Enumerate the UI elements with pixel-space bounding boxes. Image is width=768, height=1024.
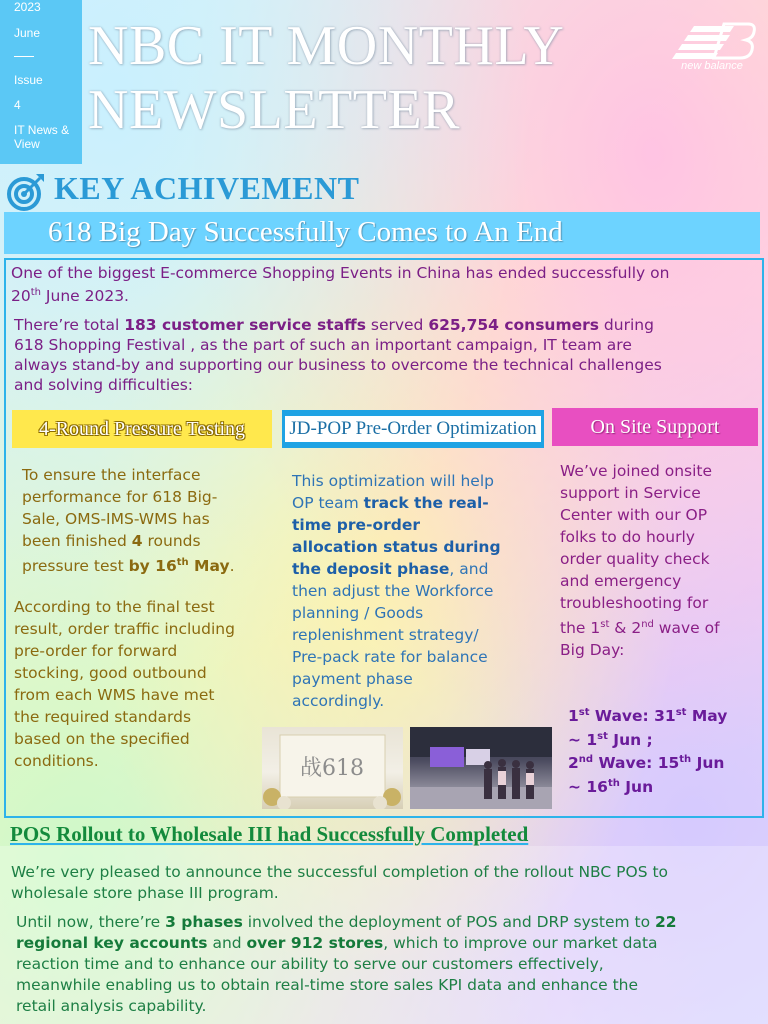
col2-line: accordingly. xyxy=(292,692,385,710)
wave-text: Wave: 31 xyxy=(589,707,676,726)
brand-name: new balance xyxy=(681,60,743,72)
col1-line: result, order traffic including xyxy=(14,620,235,638)
wave-text: 1 xyxy=(568,707,579,726)
new-balance-logo xyxy=(664,20,760,76)
wave-text: ~ 16 xyxy=(568,778,608,797)
pos-announcement xyxy=(11,862,761,904)
col1-line: the required standards xyxy=(14,708,192,726)
store-count: over 912 stores xyxy=(246,934,384,952)
wave-sup: st xyxy=(578,707,590,718)
intro-date-day: 20 xyxy=(11,287,31,306)
col3-line: and emergency xyxy=(560,572,682,590)
col2-line: replenishment strategy/ xyxy=(292,626,479,644)
intro-paragraph xyxy=(11,263,761,306)
wave-text: May xyxy=(686,707,728,726)
pos-text: Until now, there’re xyxy=(16,913,166,931)
col2-line: payment phase xyxy=(292,670,413,688)
nb-logo-icon xyxy=(664,20,760,60)
wave-sup: st xyxy=(597,730,608,742)
col3-sup: st xyxy=(600,619,610,630)
col3-line: Big Day: xyxy=(560,641,625,660)
col2-line xyxy=(292,514,547,536)
badge-divider xyxy=(14,56,34,57)
wave-text: ~ 1 xyxy=(568,730,598,749)
col1-line: conditions. xyxy=(14,752,99,770)
col3-line: troubleshooting for xyxy=(560,594,709,612)
deadline-suffix: th xyxy=(176,557,189,568)
issue-badge xyxy=(0,0,82,164)
col3-line: support in Service xyxy=(560,484,701,502)
onsite-support-title: On Site Support xyxy=(590,416,720,438)
test-result-text xyxy=(14,596,272,772)
section-label-2: View xyxy=(14,137,40,151)
col1-line: stocking, good outbound xyxy=(14,664,207,682)
staff-text-a: There’re total xyxy=(14,316,125,334)
pos-text: , which to improve our market data xyxy=(383,934,658,952)
staff-count: 183 customer service staffs xyxy=(124,316,366,334)
consumer-count: 625,754 consumers xyxy=(428,316,599,334)
col1-line: from each WMS have met xyxy=(14,686,215,704)
wave-sup: nd xyxy=(578,754,594,766)
account-count: 22 xyxy=(655,913,677,931)
col1-line: Sale, OMS-IMS-WMS has xyxy=(22,510,210,528)
col3-line: folks to do hourly xyxy=(560,528,695,546)
pos-line: meanwhile enabling us to obtain real-time store sales KPI data and enhance the xyxy=(16,976,639,994)
title-line-1: NBC IT MONTHLY xyxy=(88,15,565,77)
staff-line-4: and solving difficulties: xyxy=(14,376,194,394)
test-deadline xyxy=(129,557,230,575)
wave-text: 2 xyxy=(568,754,579,773)
col2-bold: time pre-order xyxy=(292,516,421,534)
col1-line: According to the final test xyxy=(14,598,215,616)
wave-1-line xyxy=(568,703,764,727)
onsite-support-header xyxy=(552,408,758,446)
col2-bold: track the real- xyxy=(363,494,489,512)
deadline-text: by 16 xyxy=(128,557,177,576)
pos-line xyxy=(16,912,764,933)
intro-date-suffix: th xyxy=(30,287,41,298)
staff-line-2: 618 Shopping Festival , as the part of such an important campaign, IT team are xyxy=(14,336,632,354)
onsite-support-text xyxy=(560,460,760,661)
pressure-testing-text xyxy=(22,464,272,577)
staff-text-c: served xyxy=(365,316,429,334)
pos-rollout-heading: POS Rollout to Wholesale III had Successfully Completed xyxy=(10,822,529,846)
staff-line-3: always stand-by and supporting our business to overcome the technical challenges xyxy=(14,356,662,374)
col1-line: pre-order for forward xyxy=(14,642,178,660)
staff-text-e: during xyxy=(599,316,654,334)
col1-line: based on the specified xyxy=(14,730,190,748)
col2-text: , and xyxy=(449,560,489,578)
intro-line-1: One of the biggest E-commerce Shopping Events in China has ended successfully on xyxy=(11,264,670,282)
col3-line: We’ve joined onsite xyxy=(560,462,713,480)
issue-label: Issue xyxy=(14,73,43,87)
col3-text: the 1 xyxy=(560,619,601,638)
col3-line: Center with our OP xyxy=(560,506,708,524)
title-line-2: NEWSLETTER xyxy=(88,79,461,141)
issue-number: 4 xyxy=(14,98,21,112)
newsletter-title xyxy=(88,14,648,142)
wave-text: Jun xyxy=(691,754,725,773)
phase-count: 3 phases xyxy=(165,913,243,931)
col2-text: OP team xyxy=(292,494,364,512)
col2-line xyxy=(292,558,547,580)
col2-bold: allocation status during xyxy=(292,538,501,556)
col3-line: order quality check xyxy=(560,550,710,568)
intro-date-rest: June 2023. xyxy=(41,287,129,306)
col2-line: This optimization will help xyxy=(292,472,494,490)
col1-line: To ensure the interface xyxy=(22,466,201,484)
col3-sup: nd xyxy=(641,619,654,630)
photo-caption: 战618 xyxy=(300,756,364,781)
wave-sup: th xyxy=(679,754,692,766)
col1-line: performance for 618 Big- xyxy=(22,488,218,506)
col2-bold: the deposit phase xyxy=(292,560,450,578)
pos-line: reaction time and to enhance our ability to serve our customers effectively, xyxy=(16,955,604,973)
pressure-testing-header xyxy=(12,410,272,448)
headline-banner xyxy=(4,212,760,254)
pos-text: involved the deployment of POS and DRP system to xyxy=(242,913,656,931)
pressure-testing-title: 4-Round Pressure Testing xyxy=(39,418,245,440)
preorder-optimization-text xyxy=(292,470,547,712)
pos-line: retail analysis capability. xyxy=(16,997,207,1015)
618-event-photo xyxy=(262,727,403,809)
staff-line-1 xyxy=(14,315,762,335)
headline-text: 618 Big Day Successfully Comes to An End xyxy=(48,216,563,248)
wave-text: Wave: 15 xyxy=(593,754,680,773)
team-group-photo xyxy=(410,727,552,809)
col2-line: planning / Goods xyxy=(292,604,424,622)
col2-line xyxy=(292,492,547,514)
wave-sup: st xyxy=(675,707,687,718)
issue-month: June xyxy=(14,26,41,40)
pos-line xyxy=(16,933,764,954)
wave-2-line xyxy=(568,750,764,774)
col3-text: wave of xyxy=(653,619,720,638)
wave-sup: th xyxy=(607,777,620,789)
deadline-month: May xyxy=(188,557,230,576)
col1-text: . xyxy=(229,557,235,576)
col2-line xyxy=(292,536,547,558)
target-icon xyxy=(6,172,46,212)
col3-text: & 2 xyxy=(609,619,642,638)
preorder-optimization-header xyxy=(282,410,544,448)
wave-2-end-line xyxy=(568,774,764,798)
wave-1-end-line xyxy=(568,727,764,751)
col1-line xyxy=(22,552,272,577)
col2-line: then adjust the Workforce xyxy=(292,582,494,600)
round-count: 4 xyxy=(131,532,143,550)
col1-text: pressure test xyxy=(22,557,129,576)
pos-bold: regional key accounts xyxy=(16,934,208,952)
pos-line: wholesale store phase III program. xyxy=(11,884,279,902)
preorder-optimization-title: JD-POP Pre-Order Optimization xyxy=(285,416,540,442)
col1-text: rounds xyxy=(142,532,201,550)
staff-paragraph xyxy=(14,315,762,395)
wave-text: Jun ; xyxy=(607,730,653,749)
issue-year: 2023 xyxy=(14,0,41,14)
pos-line: We’re very pleased to announce the successful completion of the rollout NBC POS to xyxy=(11,863,669,881)
wave-text: Jun xyxy=(619,778,654,797)
key-achievement-heading: KEY ACHIVEMENT xyxy=(54,170,360,206)
pos-text: and xyxy=(207,934,247,952)
section-label: IT News & xyxy=(14,123,70,137)
wave-schedule xyxy=(568,703,764,798)
col3-line xyxy=(560,614,760,639)
col2-line: Pre-pack rate for balance xyxy=(292,648,488,666)
pos-details xyxy=(16,912,764,1017)
col1-line xyxy=(22,530,272,552)
intro-line-2 xyxy=(11,283,761,306)
col1-text: been finished xyxy=(22,532,132,550)
